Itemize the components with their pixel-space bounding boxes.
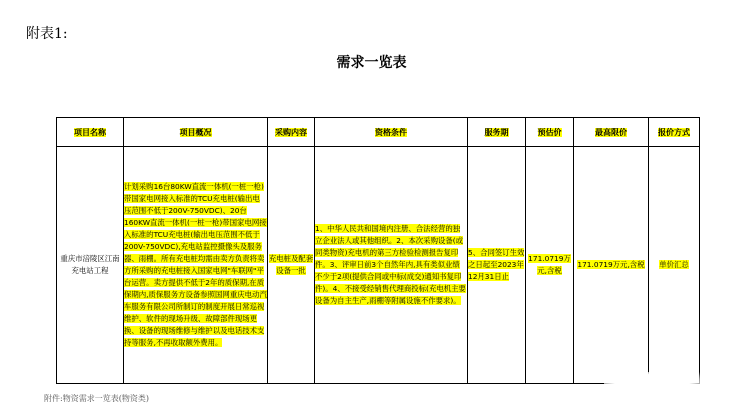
header-estimated-price: 预估价 [526, 118, 574, 147]
header-content: 采购内容 [268, 118, 315, 147]
cell-estimated-price: 171.0719万元,含税 [526, 147, 574, 384]
cell-project-name: 重庆市涪陵区江南充电站工程 [57, 147, 124, 384]
requirements-table [56, 117, 700, 384]
table-header-row [57, 118, 700, 147]
header-qualifications: 资格条件 [315, 118, 468, 147]
header-service-period: 服务期 [468, 118, 526, 147]
scan-smudge [604, 372, 700, 394]
attachment-label: 附表1: [26, 26, 68, 42]
header-quote-method: 报价方式 [649, 118, 700, 147]
footer-note: 附件:物资需求一览表(物资类) [44, 394, 149, 403]
cell-service-period: 5、合同签订生效之日起至2023年12月31日止 [468, 147, 526, 384]
header-overview: 项目概况 [124, 118, 268, 147]
page-title: 需求一览表 [336, 55, 407, 71]
header-max-price: 最高限价 [574, 118, 649, 147]
cell-overview: 计划采购16台80KW直流一体机(一桩一枪)带国家电网接入标准的TCU充电桩(输出电压范围不低于200V-750VDC)、20台160KW直流一体机(一桩一枪)带国家电网接入标准的TCU充电桩(输出电压范围不低于200V-750VDC),充电站监控摄像头及服务器、雨棚。所有充电桩均需由卖方负责将卖方所采购的充电桩接入国家电网"车联网"平台运营。卖方提供不低于2年的质保期,在质保期内,质保服务方设备参照国网重庆电动汽车服务有限公司所制订的制度开展日常巡视维护、软件的现场升级、故障部件现场更换、设备的现场维修与维护以及电话技术支持等服务,不再收取额外费用。 [124, 147, 268, 384]
cell-qualifications: 1、中华人民共和国境内注册、合法经营的独立企业法人或其他组织。2、本次采购设备(或同类物资)充电机的第三方检验检测报告复印件。3、评审日前3个自然年内,具有类似业绩不少于2项(提供合同或中标(成交)通知书复印件)。4、不接受经销售代理商投标(充电机主要设备为自主生产,雨棚等附属设施不作要求)。 [315, 147, 468, 384]
cell-max-price: 171.0719万元,含税 [574, 147, 649, 384]
cell-quote-method: 单价汇总 [649, 147, 700, 384]
header-project-name: 项目名称 [57, 118, 124, 147]
table-row [57, 147, 700, 384]
cell-content: 充电桩及配套设备一批 [268, 147, 315, 384]
